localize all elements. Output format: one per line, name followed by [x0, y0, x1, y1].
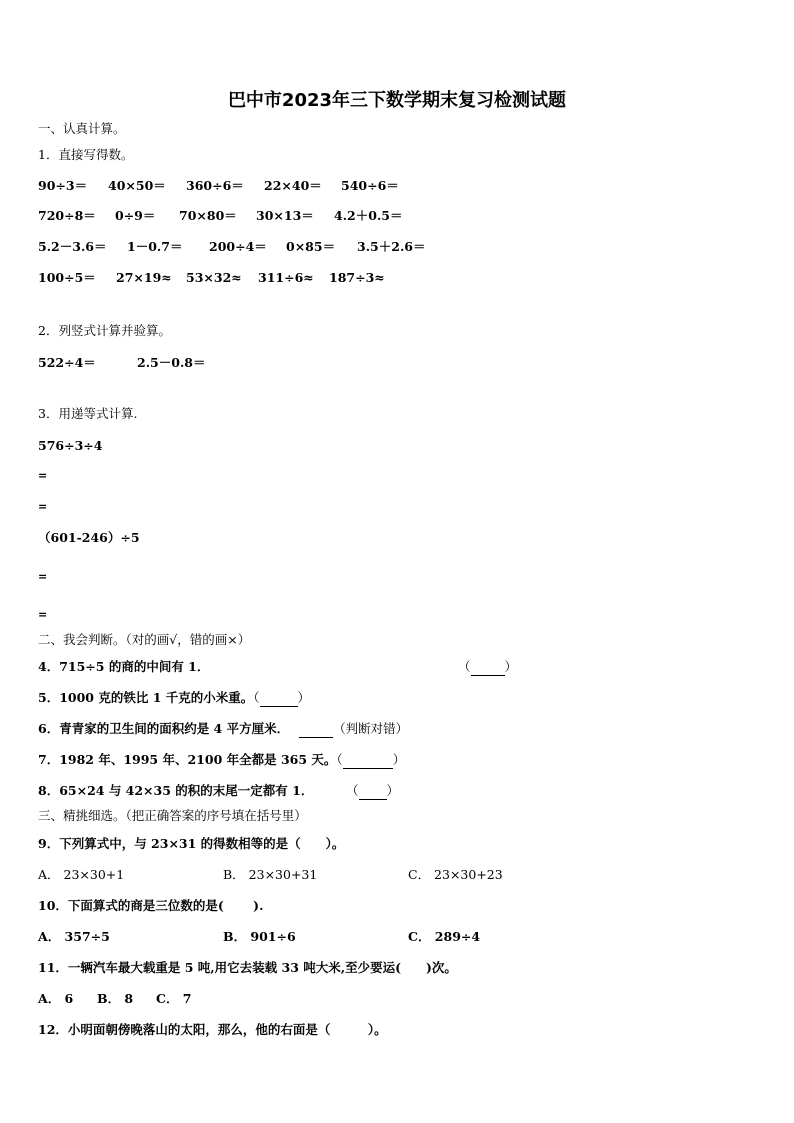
option-c[interactable]: C． 7 — [156, 991, 192, 1006]
section2-heading: 二、我会判断。（对的画√，错的画×） — [38, 632, 251, 647]
calc-item: 5.2－3.6＝ — [38, 239, 107, 254]
question-q6 — [38, 721, 408, 738]
q3-label: 3．用递等式计算. — [38, 406, 138, 421]
question-q12: 12．小明面朝傍晚落山的太阳，那么，他的右面是（ ）。 — [38, 1022, 387, 1037]
q3-expression: 576÷3÷4 — [38, 438, 103, 453]
option-a[interactable]: A． 6 — [38, 991, 74, 1006]
calc-item: 0×85＝ — [286, 239, 336, 254]
calc-item: 4.2＋0.5＝ — [334, 208, 403, 223]
page-title: 巴中市2023年三下数学期末复习检测试题 — [227, 90, 567, 111]
calc-item: 40×50＝ — [108, 178, 166, 193]
section3-heading: 三、精挑细选。（把正确答案的序号填在括号里） — [38, 808, 307, 823]
answer-blank[interactable] — [293, 721, 333, 736]
calc-item: 187÷3≈ — [329, 270, 385, 285]
equals-sign: = — [38, 500, 48, 513]
option-a[interactable]: A． 23×30+1 — [38, 867, 125, 882]
calc-item: 27×19≈ — [116, 270, 172, 285]
question-q4 — [38, 659, 518, 675]
question-q9: 9．下列算式中，与 23×31 的得数相等的是（ ）。 — [38, 836, 345, 851]
question-text: 8．65×24 与 42×35 的积的末尾一定都有 1． — [38, 783, 314, 798]
question-text: 5．1000 克的铁比 1 千克的小米重。 — [38, 690, 254, 705]
equals-sign: = — [38, 608, 48, 621]
option-b[interactable]: B． 23×30+31 — [223, 867, 318, 882]
option-b[interactable]: B． 901÷6 — [223, 929, 296, 944]
calc-item: 540÷6＝ — [341, 178, 399, 193]
judge-hint: （判断对错） — [333, 721, 409, 736]
calc-item: 720÷8＝ — [38, 208, 96, 223]
calc-item: 30×13＝ — [256, 208, 314, 223]
answer-blank[interactable]: （ ） — [346, 783, 400, 798]
question-text: 4．715÷5 的商的中间有 1． — [38, 659, 210, 674]
q11-options — [38, 991, 338, 1007]
option-c[interactable]: C． 289÷4 — [408, 929, 481, 944]
calc-item: 200÷4＝ — [209, 239, 267, 254]
answer-blank[interactable]: （ ） — [336, 752, 406, 767]
question-q11: 11．一辆汽车最大载重是 5 吨,用它去装载 33 吨大米,至少要运( )次。 — [38, 960, 457, 975]
calc-item: 90÷3＝ — [38, 178, 88, 193]
calc-item: 360÷6＝ — [186, 178, 244, 193]
calc-item: 22×40＝ — [264, 178, 322, 193]
question-q5 — [38, 690, 310, 707]
answer-blank[interactable]: （ ） — [253, 690, 311, 705]
question-q8 — [38, 783, 400, 799]
calc-item: 100÷5＝ — [38, 270, 96, 285]
answer-blank[interactable]: （ ） — [458, 659, 518, 674]
equals-sign: = — [38, 570, 48, 583]
question-text: 7．1982 年、1995 年、2100 年全都是 365 天。 — [38, 752, 337, 767]
option-b[interactable]: B． 8 — [97, 991, 134, 1006]
vertical-calc-item: 522÷4＝ — [38, 355, 96, 370]
q2-label: 2．列竖式计算并验算。 — [38, 323, 171, 338]
vertical-calc-item: 2.5－0.8＝ — [137, 355, 206, 370]
calc-item: 1－0.7＝ — [127, 239, 183, 254]
q9-options — [38, 867, 538, 883]
option-c[interactable]: C． 23×30+23 — [408, 867, 503, 882]
question-text: 6．青青家的卫生间的面积约是 4 平方厘米． — [38, 721, 290, 736]
q1-label: 1．直接写得数。 — [38, 147, 134, 162]
calc-item: 53×32≈ — [186, 270, 242, 285]
q10-options — [38, 929, 538, 945]
question-q10: 10．下面算式的商是三位数的是( ). — [38, 898, 264, 913]
calc-item: 3.5＋2.6＝ — [357, 239, 426, 254]
equals-sign: = — [38, 469, 48, 482]
calc-item: 70×80＝ — [179, 208, 237, 223]
section1-heading: 一、认真计算。 — [38, 121, 126, 136]
calc-item: 0÷9＝ — [115, 208, 156, 223]
calc-item: 311÷6≈ — [258, 270, 314, 285]
q3-expression: （601-246）÷5 — [38, 530, 140, 545]
question-q7 — [38, 752, 405, 769]
option-a[interactable]: A． 357÷5 — [38, 929, 110, 944]
